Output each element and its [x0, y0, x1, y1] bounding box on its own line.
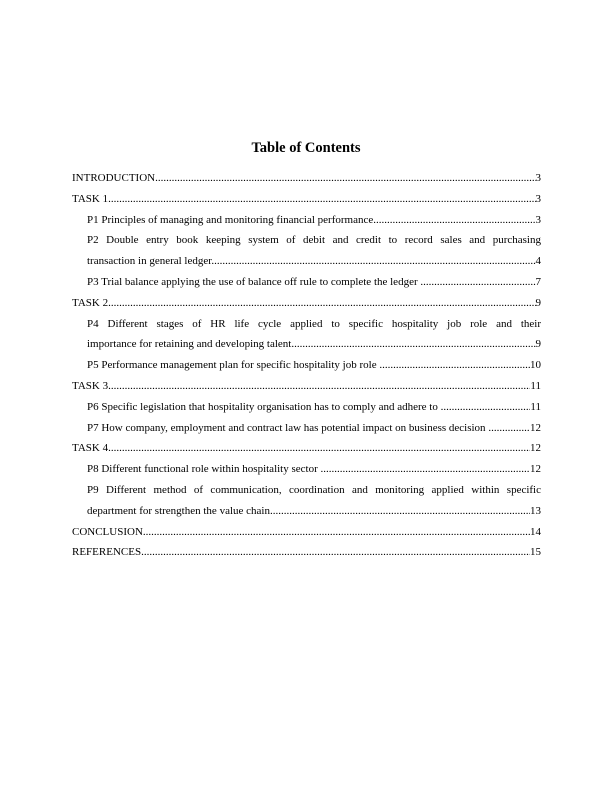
toc-entry-title: P7 How company, employment and contract law has potential impact on business decision ..... — [87, 418, 530, 439]
toc-entry-page: 9 — [535, 338, 541, 351]
toc-entry-task-3[interactable] — [72, 376, 541, 397]
toc-entry-page: 11 — [530, 379, 541, 392]
toc-entry-page: 4 — [535, 255, 541, 268]
toc-entry-title: TASK 1 ..... — [72, 189, 536, 210]
toc-entry-task-2[interactable] — [72, 293, 541, 314]
toc-entry-p9[interactable] — [72, 480, 541, 522]
toc-entry-p6[interactable] — [72, 397, 541, 418]
toc-entry-page: 3 — [535, 192, 541, 205]
toc-entry-title-line1: P2 Double entry book keeping system of debit and credit to record sales and purchasing — [87, 234, 541, 247]
toc-entry-page: 12 — [530, 463, 541, 476]
toc-entry-title-line1: P4 Different stages of HR life cycle applied to specific hospitality job role and their — [87, 317, 541, 330]
toc-entry-page: 14 — [530, 525, 541, 538]
toc-entry-p2[interactable] — [72, 230, 541, 272]
toc-entry-title-line2: department for strengthen the value chain ..... — [87, 501, 530, 522]
toc-entry-page: 7 — [535, 275, 541, 288]
toc-entry-p1[interactable] — [72, 210, 541, 231]
toc-entry-title-line2: transaction in general ledger ..... — [87, 251, 536, 272]
toc-entry-p4[interactable] — [72, 314, 541, 356]
toc-entry-references[interactable] — [72, 542, 541, 563]
toc-entry-page: 12 — [530, 442, 541, 455]
toc-entry-title: TASK 3 ..... — [72, 376, 530, 397]
toc-entry-introduction[interactable] — [72, 168, 541, 189]
toc-entry-title-line2: importance for retaining and developing talent ..... — [87, 334, 536, 355]
toc-entry-page: 12 — [530, 421, 541, 434]
toc-entry-p7[interactable] — [72, 418, 541, 439]
toc-entry-page: 9 — [535, 296, 541, 309]
toc-entry-title: P3 Trial balance applying the use of balance off rule to complete the ledger ..... — [87, 272, 536, 293]
toc-entry-page: 15 — [530, 546, 541, 559]
toc-entry-title: INTRODUCTION ..... — [72, 168, 536, 189]
toc-entry-title: P6 Specific legislation that hospitality organisation has to comply and adhere to ..... — [87, 397, 530, 418]
table-of-contents — [72, 168, 541, 563]
toc-entry-title: REFERENCES ..... — [72, 542, 530, 563]
toc-entry-title: CONCLUSION ..... — [72, 522, 530, 543]
toc-entry-page: 10 — [530, 359, 541, 372]
toc-entry-title: TASK 4 ..... — [72, 438, 530, 459]
toc-entry-title: P5 Performance management plan for specific hospitality job role ..... — [87, 355, 530, 376]
toc-entry-conclusion[interactable] — [72, 522, 541, 543]
toc-entry-page: 3 — [535, 172, 541, 184]
toc-entry-page: 3 — [535, 213, 541, 226]
toc-entry-title: P8 Different functional role within hospitality sector ..... — [87, 459, 530, 480]
toc-entry-p5[interactable] — [72, 355, 541, 376]
toc-entry-task-4[interactable] — [72, 438, 541, 459]
toc-entry-title: P1 Principles of managing and monitoring financial performance ..... — [87, 210, 536, 231]
toc-entry-task-1[interactable] — [72, 189, 541, 210]
toc-entry-title-line1: P9 Different method of communication, coordination and monitoring applied within specific — [87, 483, 541, 496]
toc-entry-page: 13 — [530, 504, 541, 517]
toc-entry-p3[interactable] — [72, 272, 541, 293]
toc-entry-title: TASK 2 ..... — [72, 293, 536, 314]
toc-entry-p8[interactable] — [72, 459, 541, 480]
toc-entry-page: 11 — [530, 400, 541, 413]
toc-title: Table of Contents — [251, 140, 361, 156]
